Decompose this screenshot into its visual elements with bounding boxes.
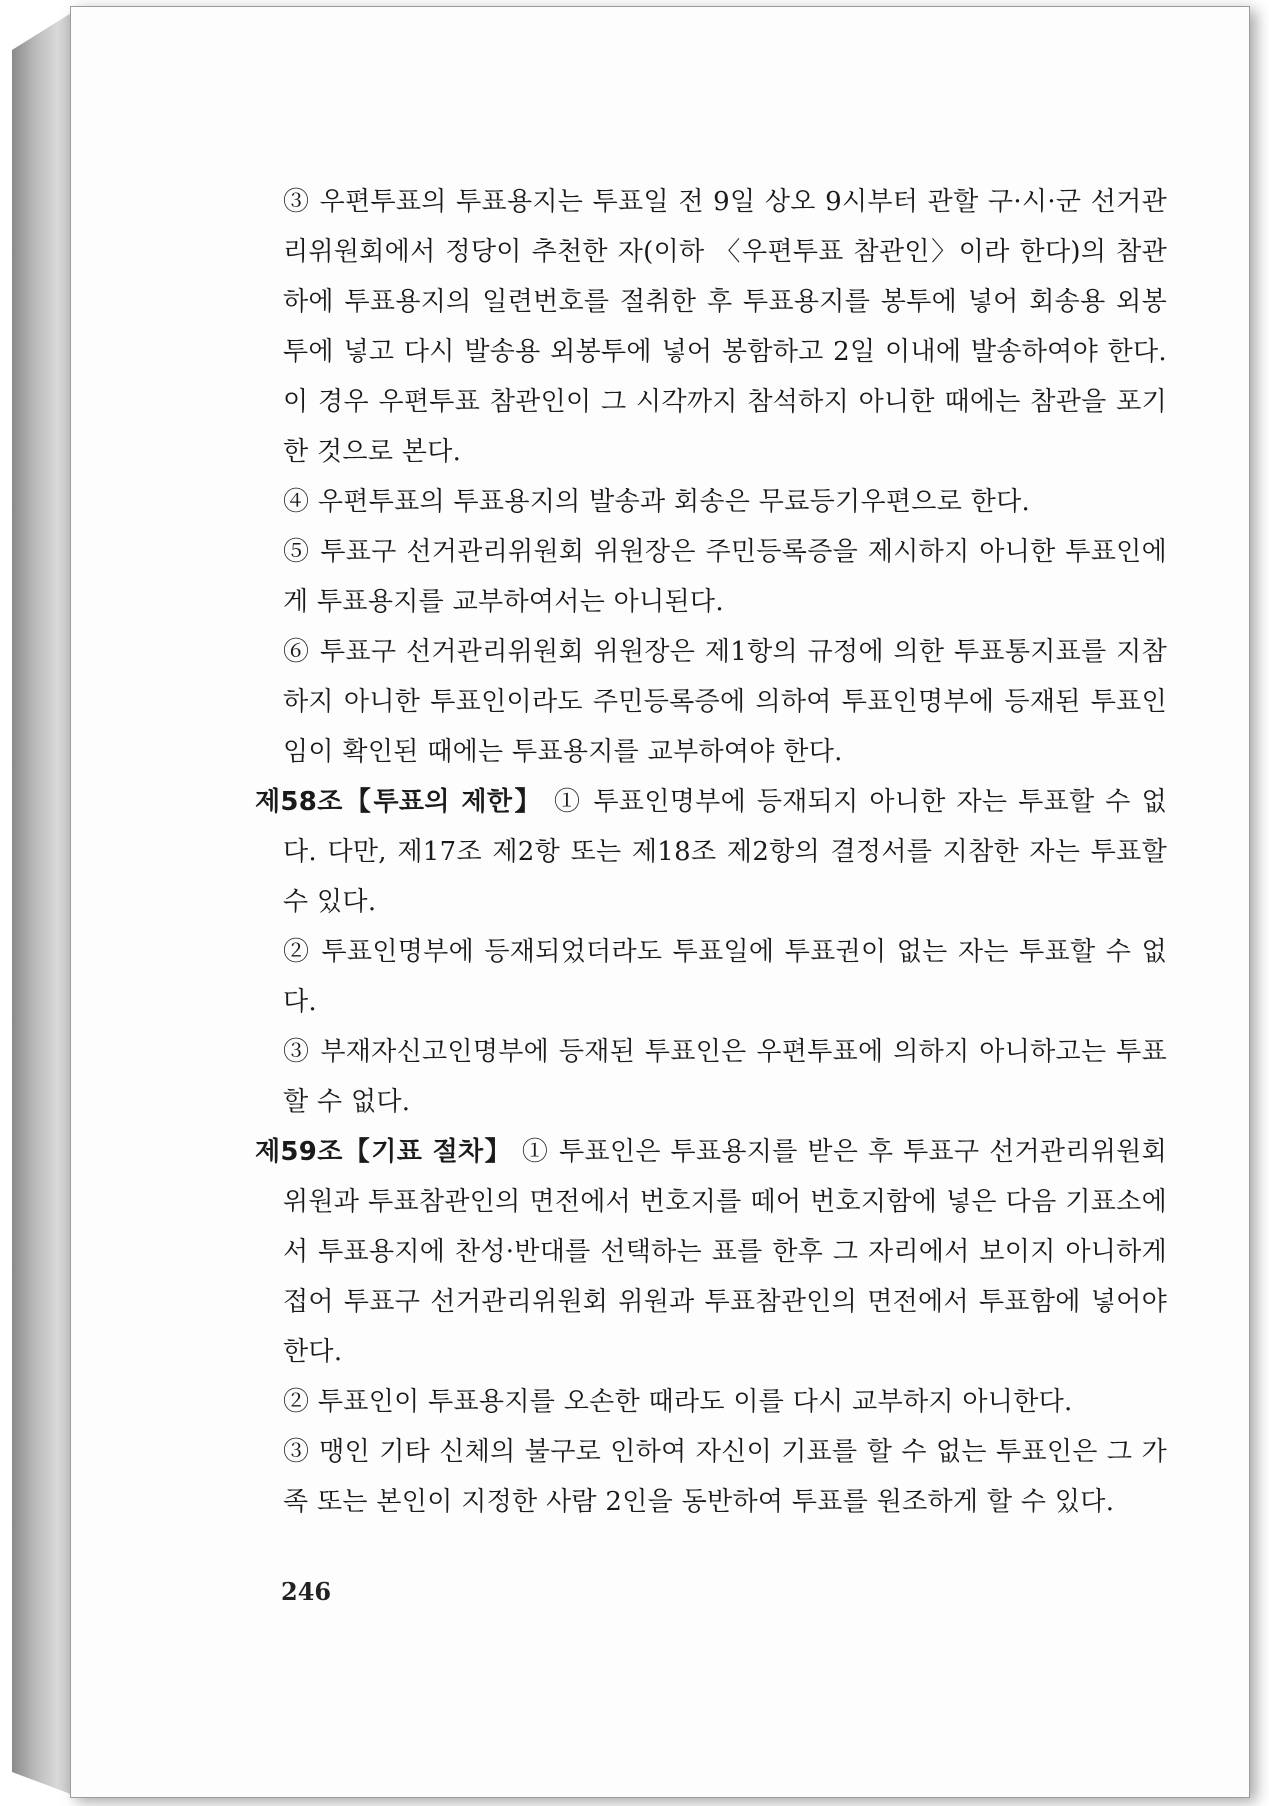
article-59-heading: 제59조【기표 절차】 bbox=[255, 1137, 513, 1167]
article-58-clause-3: ③ 부재자신고인명부에 등재된 투표인은 우편투표에 의하지 아니하고는 투표할 수 없다. bbox=[283, 1037, 1167, 1117]
article-59-clause-2: ② 투표인이 투표용지를 오손한 때라도 이를 다시 교부하지 아니한다. bbox=[283, 1387, 1073, 1417]
page-number: 246 bbox=[281, 1577, 332, 1606]
article-58-clause-1 bbox=[255, 777, 1167, 927]
article-59-clause-1-text: ① 투표인은 투표용지를 받은 후 투표구 선거관리위원회 위원과 투표참관인의 면전에서 번호지를 떼어 번호지함에 넣은 다음 기표소에서 투표용지에 찬성·반대를 선택하는 표를 한후 그 자리에서 보이지 아니하게 접어 투표구 선거관리위원회 위원과 투표참관인의 면전에서 투표함에 넣어야 한다. bbox=[283, 1137, 1167, 1367]
book-edge bbox=[12, 10, 76, 1796]
page-body bbox=[255, 177, 1167, 1527]
paragraph-6: ⑥ 투표구 선거관리위원회 위원장은 제1항의 규정에 의한 투표통지표를 지참하지 아니한 투표인이라도 주민등록증에 의하여 투표인명부에 등재된 투표인임이 확인된 때에는 투표용지를 교부하여야 한다. bbox=[283, 637, 1167, 767]
article-58-clause-2: ② 투표인명부에 등재되었더라도 투표일에 투표권이 없는 자는 투표할 수 없다. bbox=[283, 937, 1167, 1017]
article-59-clause-1 bbox=[255, 1127, 1167, 1377]
article-58-clause-1-text: ① 투표인명부에 등재되지 아니한 자는 투표할 수 없다. 다만, 제17조 제2항 또는 제18조 제2항의 결정서를 지참한 자는 투표할 수 있다. bbox=[283, 787, 1167, 917]
article-58-heading: 제58조【투표의 제한】 bbox=[255, 787, 544, 817]
paragraph-5: ⑤ 투표구 선거관리위원회 위원장은 주민등록증을 제시하지 아니한 투표인에게 투표용지를 교부하여서는 아니된다. bbox=[283, 537, 1167, 617]
book-page bbox=[70, 6, 1250, 1798]
article-59-clause-3: ③ 맹인 기타 신체의 불구로 인하여 자신이 기표를 할 수 없는 투표인은 그 가족 또는 본인이 지정한 사람 2인을 동반하여 투표를 원조하게 할 수 있다. bbox=[283, 1437, 1167, 1517]
paragraph-4: ④ 우편투표의 투표용지의 발송과 회송은 무료등기우편으로 한다. bbox=[283, 487, 1031, 517]
paragraph-3: ③ 우편투표의 투표용지는 투표일 전 9일 상오 9시부터 관할 구·시·군 선거관리위원회에서 정당이 추천한 자(이하 〈우편투표 참관인〉이라 한다)의 참관하에 투표용지의 일련번호를 절취한 후 투표용지를 봉투에 넣어 회송용 외봉투에 넣고 다시 발송용 외봉투에 넣어 봉함하고 2일 이내에 발송하여야 한다. 이 경우 우편투표 참관인이 그 시각까지 참석하지 아니한 때에는 참관을 포기한 것으로 본다. bbox=[283, 187, 1167, 467]
